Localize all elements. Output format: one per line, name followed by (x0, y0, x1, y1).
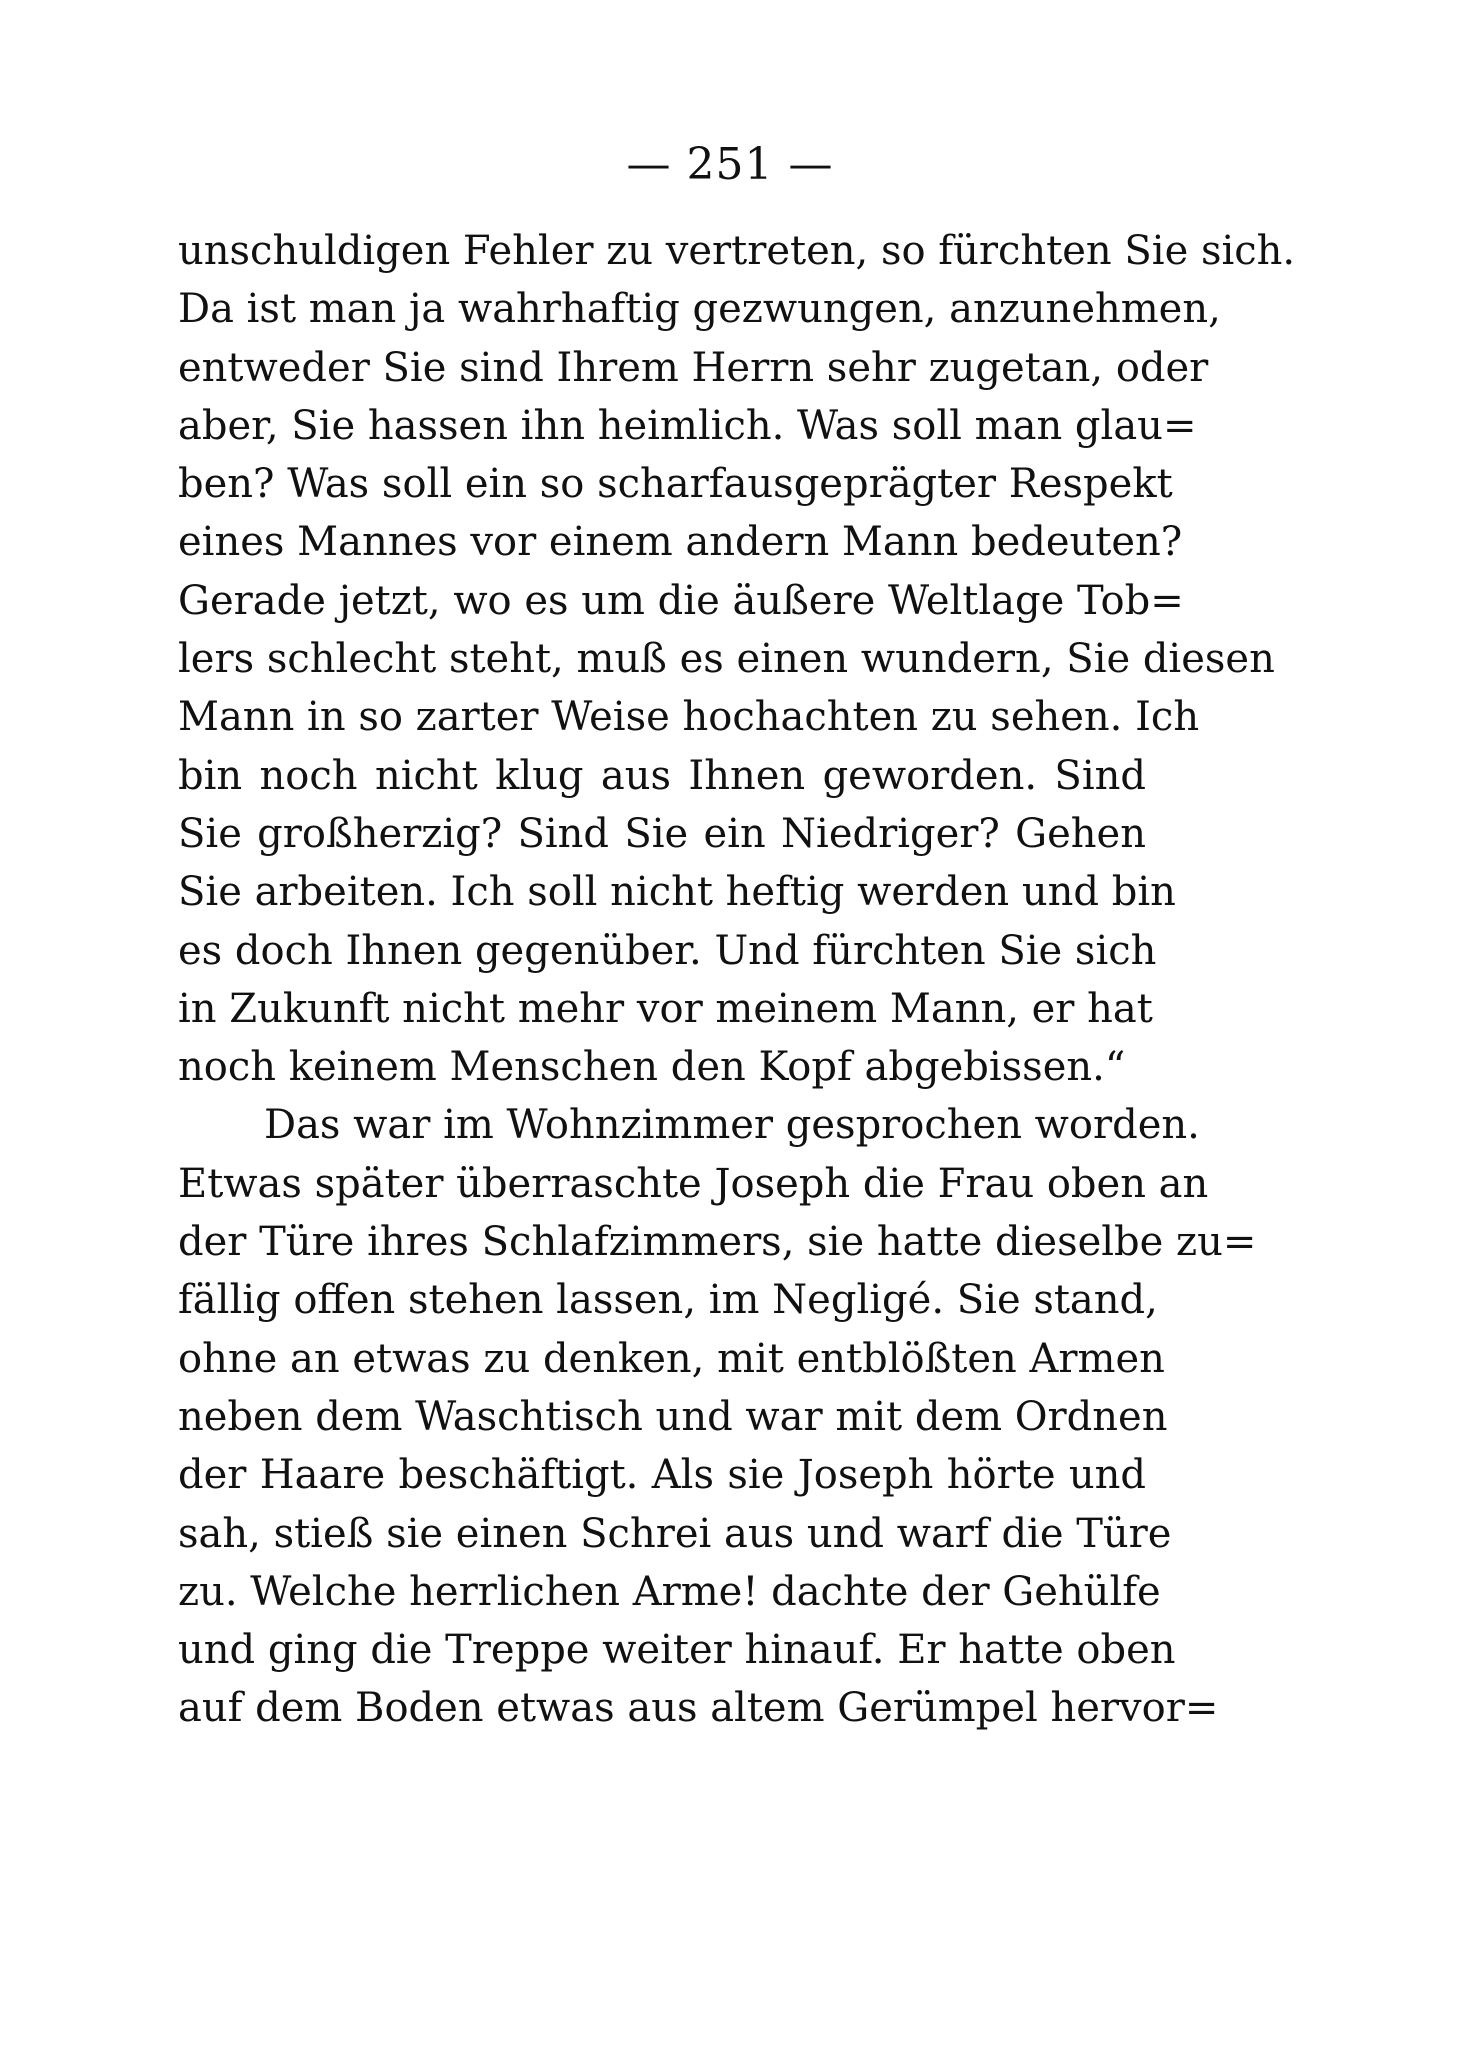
text-line: ben? Was soll ein so scharfausgeprägter Respekt (178, 461, 1173, 508)
text-line: lers schlecht steht, muß es einen wundern, Sie diesen (178, 636, 1275, 683)
body-text (178, 222, 1296, 1738)
text-line: entweder Sie sind Ihrem Herrn sehr zugetan, oder (178, 344, 1209, 391)
text-line: Sie arbeiten. Ich soll nicht heftig werden und bin (178, 869, 1176, 916)
text-line: Sie großherzig? Sind Sie ein Niedriger? Gehen (178, 810, 1146, 857)
text-line: fällig offen stehen lassen, im Negligé. Sie stand, (178, 1277, 1158, 1324)
paragraph-end-line: noch keinem Menschen den Kopf abgebissen.“ (178, 1044, 1126, 1091)
text-line: unschuldigen Fehler zu vertreten, so fürchten Sie sich. (178, 228, 1296, 274)
text-line: neben dem Waschtisch und war mit dem Ordnen (178, 1393, 1168, 1440)
text-line: Etwas später überraschte Joseph die Frau oben an (178, 1160, 1209, 1207)
text-line: in Zukunft nicht mehr vor meinem Mann, er hat (178, 985, 1153, 1032)
text-line: es doch Ihnen gegenüber. Und fürchten Sie sich (178, 927, 1157, 974)
text-line: aber, Sie hassen ihn heimlich. Was soll man glau= (178, 402, 1197, 449)
text-line: ohne an etwas zu denken, mit entblößten Armen (178, 1335, 1165, 1382)
text-line: eines Mannes vor einem andern Mann bedeuten? (178, 519, 1183, 566)
text-line: Da ist man ja wahrhaftig gezwungen, anzunehmen, (178, 286, 1221, 333)
text-line: der Türe ihres Schlafzimmers, sie hatte dieselbe zu= (178, 1219, 1257, 1266)
text-line: zu. Welche herrlichen Arme! dachte der Gehülfe (178, 1568, 1161, 1615)
text-line: der Haare beschäftigt. Als sie Joseph hörte und (178, 1452, 1146, 1499)
text-line: auf dem Boden etwas aus altem Gerümpel hervor= (178, 1685, 1219, 1732)
text-line: sah, stieß sie einen Schrei aus und warf die Türe (178, 1510, 1172, 1557)
text-line: bin noch nicht klug aus Ihnen geworden. Sind (178, 752, 1146, 799)
page-number: — 251 — (626, 139, 834, 190)
text-line: Mann in so zarter Weise hochachten zu sehen. Ich (178, 694, 1200, 741)
paragraph-first-line: Das war im Wohnzimmer gesprochen worden. (264, 1102, 1200, 1149)
text-line: und ging die Treppe weiter hinauf. Er hatte oben (178, 1627, 1176, 1674)
text-line: Gerade jetzt, wo es um die äußere Weltlage Tob= (178, 577, 1184, 624)
